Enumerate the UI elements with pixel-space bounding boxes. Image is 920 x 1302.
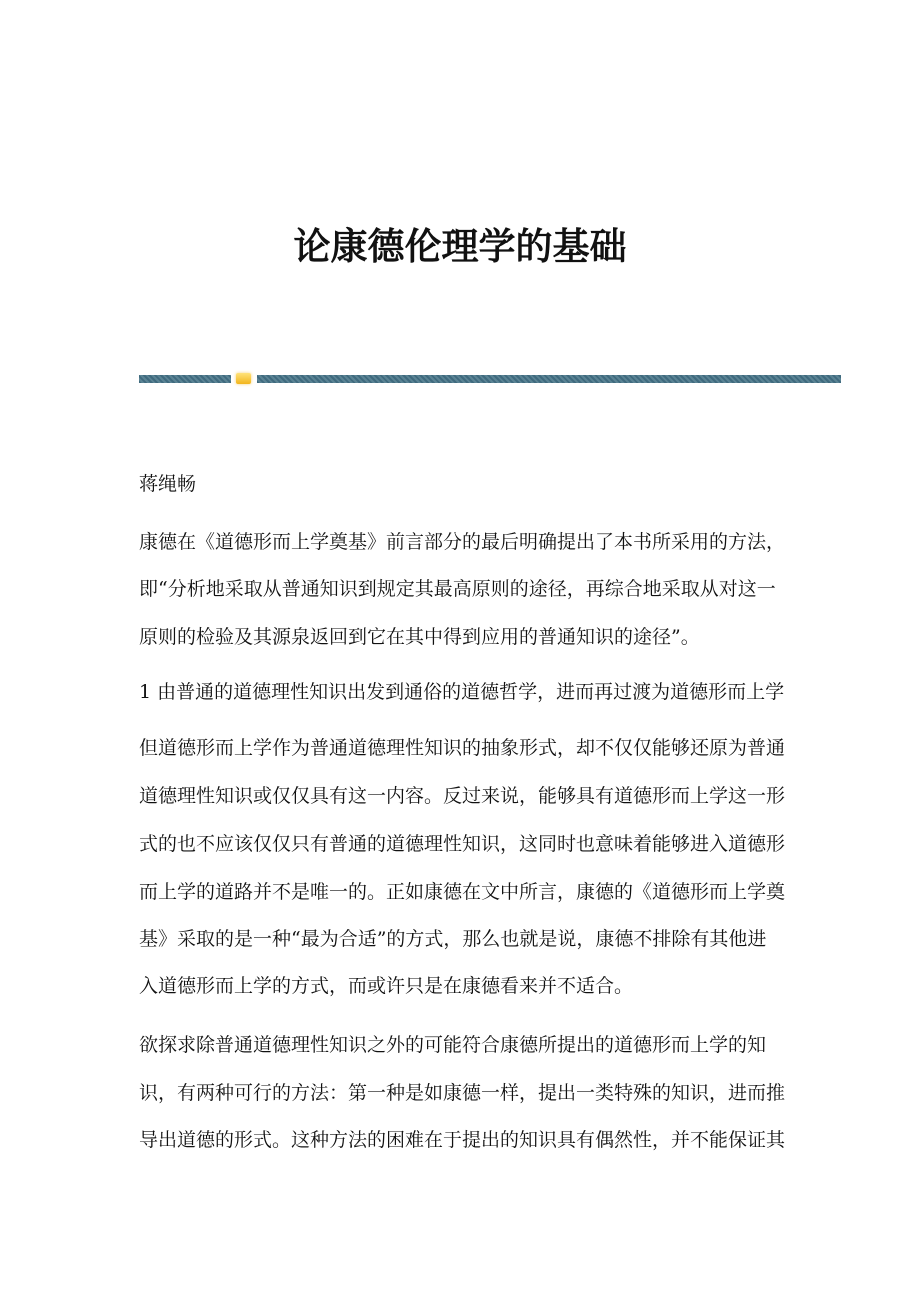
text-line: 康德在《道德形而上学奠基》前言部分的最后明确提出了本书所采用的方法， [139,531,786,553]
text-line: 欲探求除普通道德理性知识之外的可能符合康德所提出的道德形而上学的知 [139,1034,767,1056]
author: 蒋绳畅 [139,473,197,495]
text-line: 但道德形而上学作为普通道德理性知识的抽象形式，却不仅仅能够还原为普通 [139,737,786,759]
title-divider [139,375,841,383]
text-line: 即“分析地采取从普通知识到规定其最高原则的途径，再综合地采取从对这一 [139,578,776,600]
text-line: 而上学的道路并不是唯一的。正如康德在文中所言，康德的《道德形而上学奠 [139,881,786,903]
text-line: 道德理性知识或仅仅具有这一内容。反过来说，能够具有道德形而上学这一形 [139,785,786,807]
text-line: 原则的检验及其源泉返回到它在其中得到应用的普通知识的途径”。 [139,626,700,648]
divider-bar-left [139,375,231,383]
divider-bar-right [257,375,841,383]
divider-ornament-icon [236,373,251,384]
text-line: 导出道德的形式。这种方法的困难在于提出的知识具有偶然性，并不能保证其 [139,1129,786,1151]
text-line: 式的也不应该仅仅只有普通的道德理性知识，这同时也意味着能够进入道德形 [139,833,786,855]
text-line: 入道德形而上学的方式，而或许只是在康德看来并不适合。 [139,975,634,997]
document-title: 论康德伦理学的基础 [293,225,627,268]
text-line: 1 由普通的道德理性知识出发到通俗的道德哲学，进而再过渡为道德形而上学 [139,681,785,703]
text-line: 基》采取的是一种“最为合适”的方式，那么也就是说，康德不排除有其他进 [139,928,767,950]
text-line: 识，有两种可行的方法：第一种是如康德一样，提出一类特殊的知识，进而推 [139,1082,786,1104]
